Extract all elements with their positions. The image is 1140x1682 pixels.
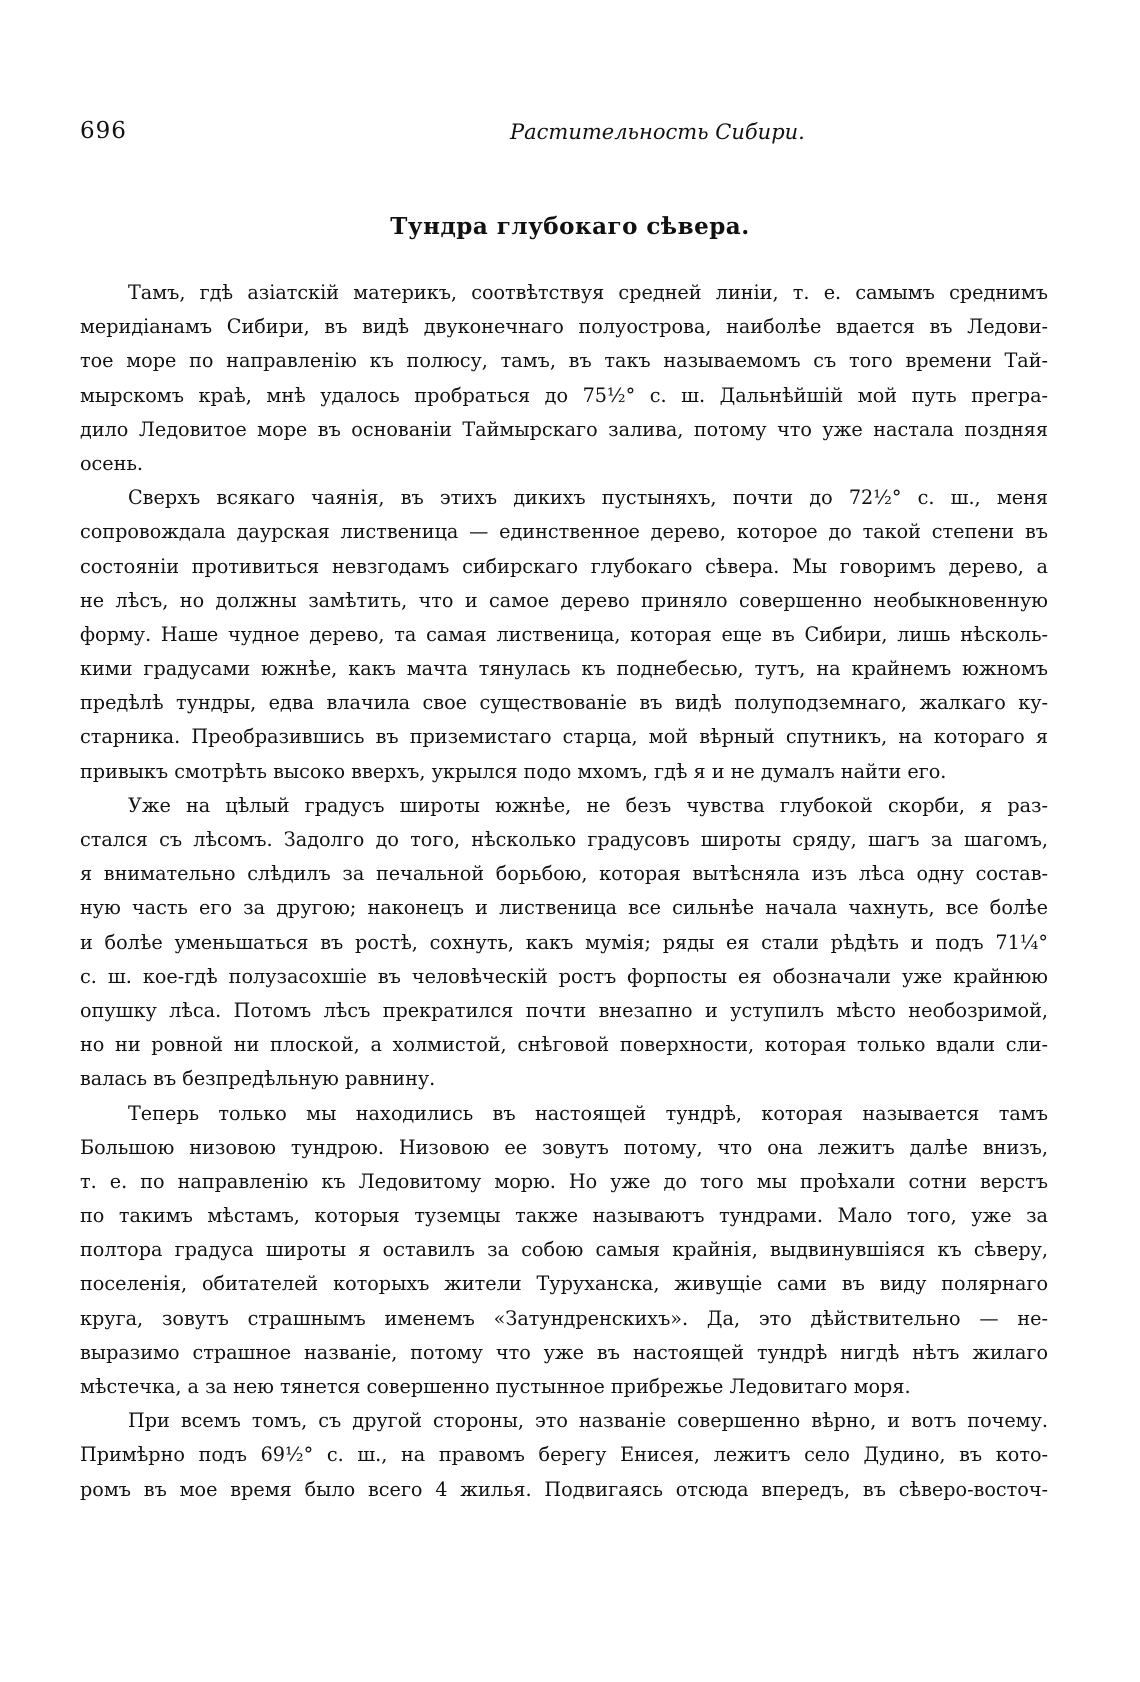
text-line: Уже на цѣлый градусъ широты южнѣе, не безъ чувства глубокой скорби, я раз-	[128, 793, 1048, 817]
text-line: привыкъ смотрѣть высоко вверхъ, укрылся подо мхомъ, гдѣ я и не думалъ найти его.	[80, 759, 947, 783]
text-line: форму. Наше чудное дерево, та самая лиственица, которая еще въ Сибири, лишь нѣсколь-	[80, 622, 1048, 646]
text-line: не лѣсъ, но должны замѣтить, что и самое дерево приняло совершенно необыкновенную	[80, 588, 1048, 612]
text-line: При всемъ томъ, съ другой стороны, это названіе совершенно вѣрно, и вотъ почему.	[128, 1409, 1048, 1433]
text-line: состояніи противиться невзгодамъ сибирскаго глубокаго сѣвера. Мы говоримъ дерево, а	[80, 554, 1048, 578]
text-line: осень.	[80, 451, 143, 475]
chapter-title: Тундра глубокаго сѣвера.	[390, 213, 750, 240]
text-line: стался съ лѣсомъ. Задолго до того, нѣсколько градусовъ широты сряду, шагъ за шагомъ,	[80, 828, 1048, 851]
page-header	[80, 118, 1060, 152]
running-title: Растительность Сибири.	[510, 120, 805, 144]
text-line: я внимательно слѣдилъ за печальной борьбою, которая вытѣсняла изъ лѣса одну состав-	[80, 862, 1048, 886]
page-number: 696	[80, 118, 127, 144]
text-line: старника. Преобразившись въ приземистаго старца, мой вѣрный спутникъ, на котораго я	[80, 725, 1048, 749]
text-line: Примѣрно подъ 69½° с. ш., на правомъ берегу Енисея, лежитъ село Дудино, въ кото-	[80, 1443, 1048, 1467]
text-line: тое море по направленію къ полюсу, тамъ, въ такъ называемомъ съ того времени Тай-	[80, 349, 1048, 373]
text-line: Теперь только мы находились въ настоящей тундрѣ, которая называется тамъ	[128, 1101, 1048, 1125]
text-line: полтора градуса широты я оставилъ за собою самыя крайнія, выдвинувшіяся къ сѣверу,	[80, 1238, 1048, 1262]
text-line: поселенія, обитателей которыхъ жители Туруханска, живущіе сами въ виду полярнаго	[80, 1272, 1048, 1296]
text-line: Тамъ, гдѣ азіатскій материкъ, соотвѣтствуя средней линіи, т. е. самымъ среднимъ	[128, 281, 1048, 304]
text-line: меридіанамъ Сибири, въ видѣ двуконечнаго полуострова, наиболѣе вдается въ Ледови-	[80, 315, 1048, 339]
text-line: Сверхъ всякаго чаянія, въ этихъ дикихъ пустыняхъ, почти до 72½° с. ш., меня	[128, 486, 1048, 510]
text-line: круга, зовутъ страшнымъ именемъ «Затундренскихъ». Да, это дѣйствительно — не-	[80, 1306, 1048, 1330]
text-line: валась въ безпредѣльную равнину.	[80, 1067, 436, 1091]
text-line: ную часть его за другою; наконецъ и лиственица все сильнѣе начала чахнуть, все болѣе	[80, 896, 1048, 920]
text-line: кими градусами южнѣе, какъ мачта тянулась къ поднебесью, тутъ, на крайнемъ южномъ	[80, 657, 1048, 681]
text-line: но ни ровной ни плоской, а холмистой, снѣговой поверхности, которая только вдали сли-	[80, 1033, 1048, 1057]
body-text	[80, 276, 1048, 1507]
text-line: ромъ въ мое время было всего 4 жилья. Подвигаясь отсюда впередъ, въ сѣверо-восточ-	[80, 1477, 1048, 1501]
text-line: мырскомъ краѣ, мнѣ удалось пробраться до 75½° с. ш. Дальнѣйшій мой путь прегра-	[80, 383, 1048, 407]
text-line: по такимъ мѣстамъ, которыя туземцы также называютъ тундрами. Мало того, уже за	[80, 1204, 1048, 1228]
text-line: опушку лѣса. Потомъ лѣсъ прекратился почти внезапно и уступилъ мѣсто необозримой,	[80, 998, 1048, 1022]
text-line: и болѣе уменьшаться въ ростѣ, сохнуть, какъ мумія; ряды ея стали рѣдѣть и подъ 71¼°	[80, 930, 1048, 954]
text-line: дило Ледовитое море въ основаніи Таймырскаго залива, потому что уже настала поздняя	[80, 417, 1048, 441]
text-line: т. е. по направленію къ Ледовитому морю. Но уже до того мы проѣхали сотни верстъ	[80, 1169, 1048, 1193]
text-line: с. ш. кое-гдѣ полузасохшіе въ человѣческій ростъ форпосты ея обозначали уже крайнюю	[80, 964, 1048, 988]
text-line: сопровождала даурская лиственица — единственное дерево, которое до такой степени въ	[80, 520, 1048, 544]
text-line: Большою низовою тундрою. Низовою ее зовутъ потому, что она лежитъ далѣе внизъ,	[80, 1135, 1048, 1159]
text-line: предѣлѣ тундры, едва влачила свое существованіе въ видѣ полуподземнаго, жалкаго ку-	[80, 691, 1048, 715]
text-line: выразимо страшное названіе, потому что уже въ настоящей тундрѣ нигдѣ нѣтъ жилаго	[80, 1340, 1048, 1364]
text-line: мѣстечка, а за нею тянется совершенно пустынное прибрежье Ледовитаго моря.	[80, 1375, 911, 1398]
